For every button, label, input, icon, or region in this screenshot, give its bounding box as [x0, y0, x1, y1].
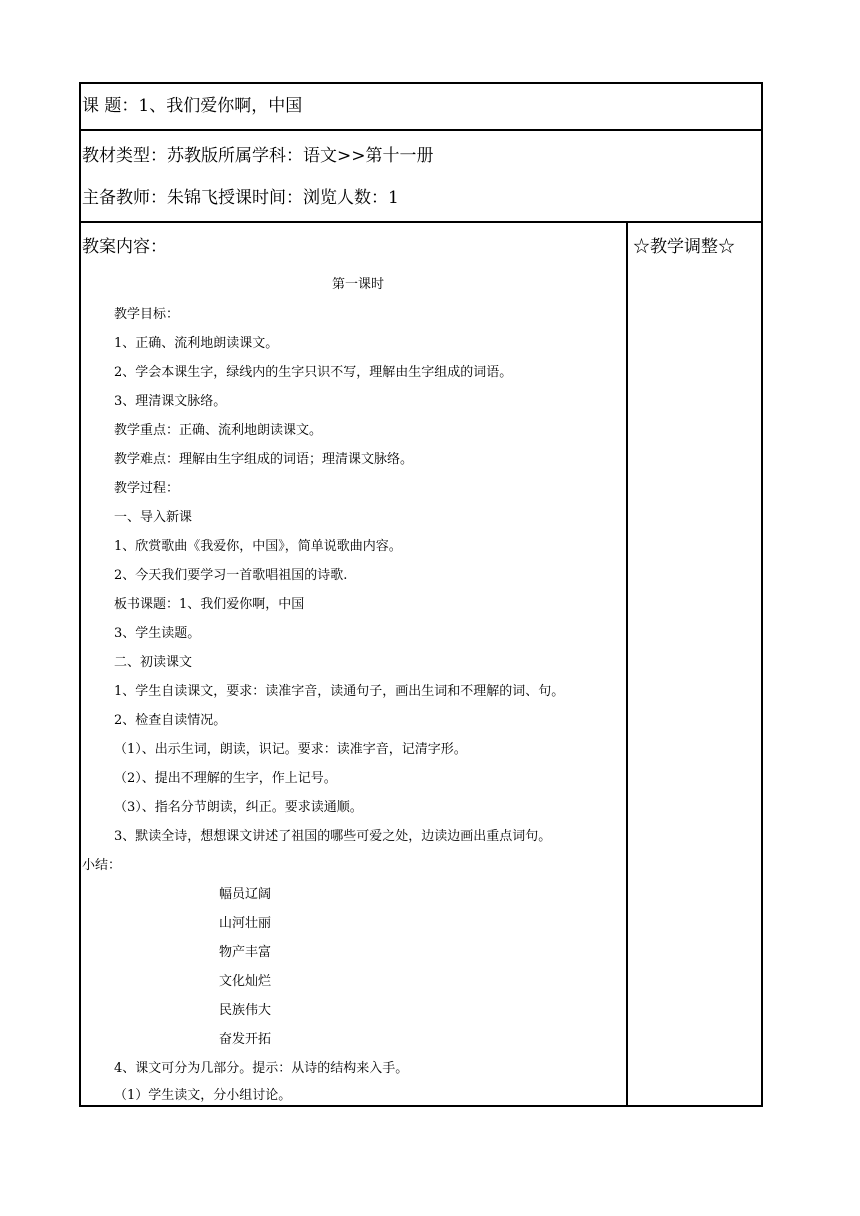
content-line: 2、学会本课生字，绿线内的生字只识不写，理解由生字组成的词语。 — [114, 365, 513, 380]
summary-item: 幅员辽阔 — [219, 887, 272, 902]
summary-item: 山河壮丽 — [219, 916, 272, 931]
lesson-title-row: 课 题：1、我们爱你啊，中国 — [82, 96, 303, 116]
content-line: 4、课文可分为几部分。提示：从诗的结构来入手。 — [114, 1061, 409, 1076]
row-divider-title — [79, 129, 763, 131]
summary-label: 小结： — [82, 858, 122, 873]
column-divider — [626, 222, 628, 1107]
summary-item: 文化灿烂 — [219, 974, 272, 989]
content-line: 教学重点：正确、流利地朗读课文。 — [114, 423, 323, 438]
content-line: （2）、提出不理解的生字，作上记号。 — [114, 771, 337, 786]
content-line: 3、学生读题。 — [114, 626, 201, 641]
content-label: 教案内容： — [82, 237, 167, 257]
content-line: （3）、指名分节朗读，纠正。要求读通顺。 — [114, 800, 363, 815]
lesson-session-title: 第一课时 — [332, 277, 385, 292]
content-line: 教学过程： — [114, 481, 180, 496]
summary-item: 奋发开拓 — [219, 1032, 272, 1047]
content-line: 板书课题：1、我们爱你啊，中国 — [114, 597, 305, 612]
content-line: 1、欣赏歌曲《我爱你，中国》，简单说歌曲内容。 — [114, 539, 402, 554]
content-line: 二、初读课文 — [114, 655, 193, 670]
teaching-adjust-label: ☆教学调整☆ — [633, 237, 735, 257]
content-line: 1、学生自读课文，要求：读准字音，读通句子，画出生词和不理解的词、句。 — [114, 684, 565, 699]
content-line: （1）、出示生词，朗读，识记。要求：读准字音，记清字形。 — [114, 742, 467, 757]
content-line: 教学目标： — [114, 307, 180, 322]
summary-item: 民族伟大 — [219, 1003, 272, 1018]
content-line: 教学难点：理解由生字组成的词语；理清课文脉络。 — [114, 452, 414, 467]
content-line: 1、正确、流利地朗读课文。 — [114, 336, 279, 351]
content-line: 2、今天我们要学习一首歌唱祖国的诗歌. — [114, 568, 348, 583]
material-type-row: 教材类型：苏教版所属学科：语文>>第十一册 — [82, 146, 434, 166]
content-line: 一、导入新课 — [114, 510, 193, 525]
content-line: 2、检查自读情况。 — [114, 713, 227, 728]
summary-item: 物产丰富 — [219, 945, 272, 960]
content-line: 3、默读全诗，想想课文讲述了祖国的哪些可爱之处，边读边画出重点词句。 — [114, 829, 552, 844]
content-line: 3、理清课文脉络。 — [114, 394, 227, 409]
row-divider-meta — [79, 221, 763, 223]
teacher-row: 主备教师：朱锦飞授课时间：浏览人数：1 — [82, 188, 399, 208]
content-line: （1）学生读文，分小组讨论。 — [114, 1088, 292, 1103]
